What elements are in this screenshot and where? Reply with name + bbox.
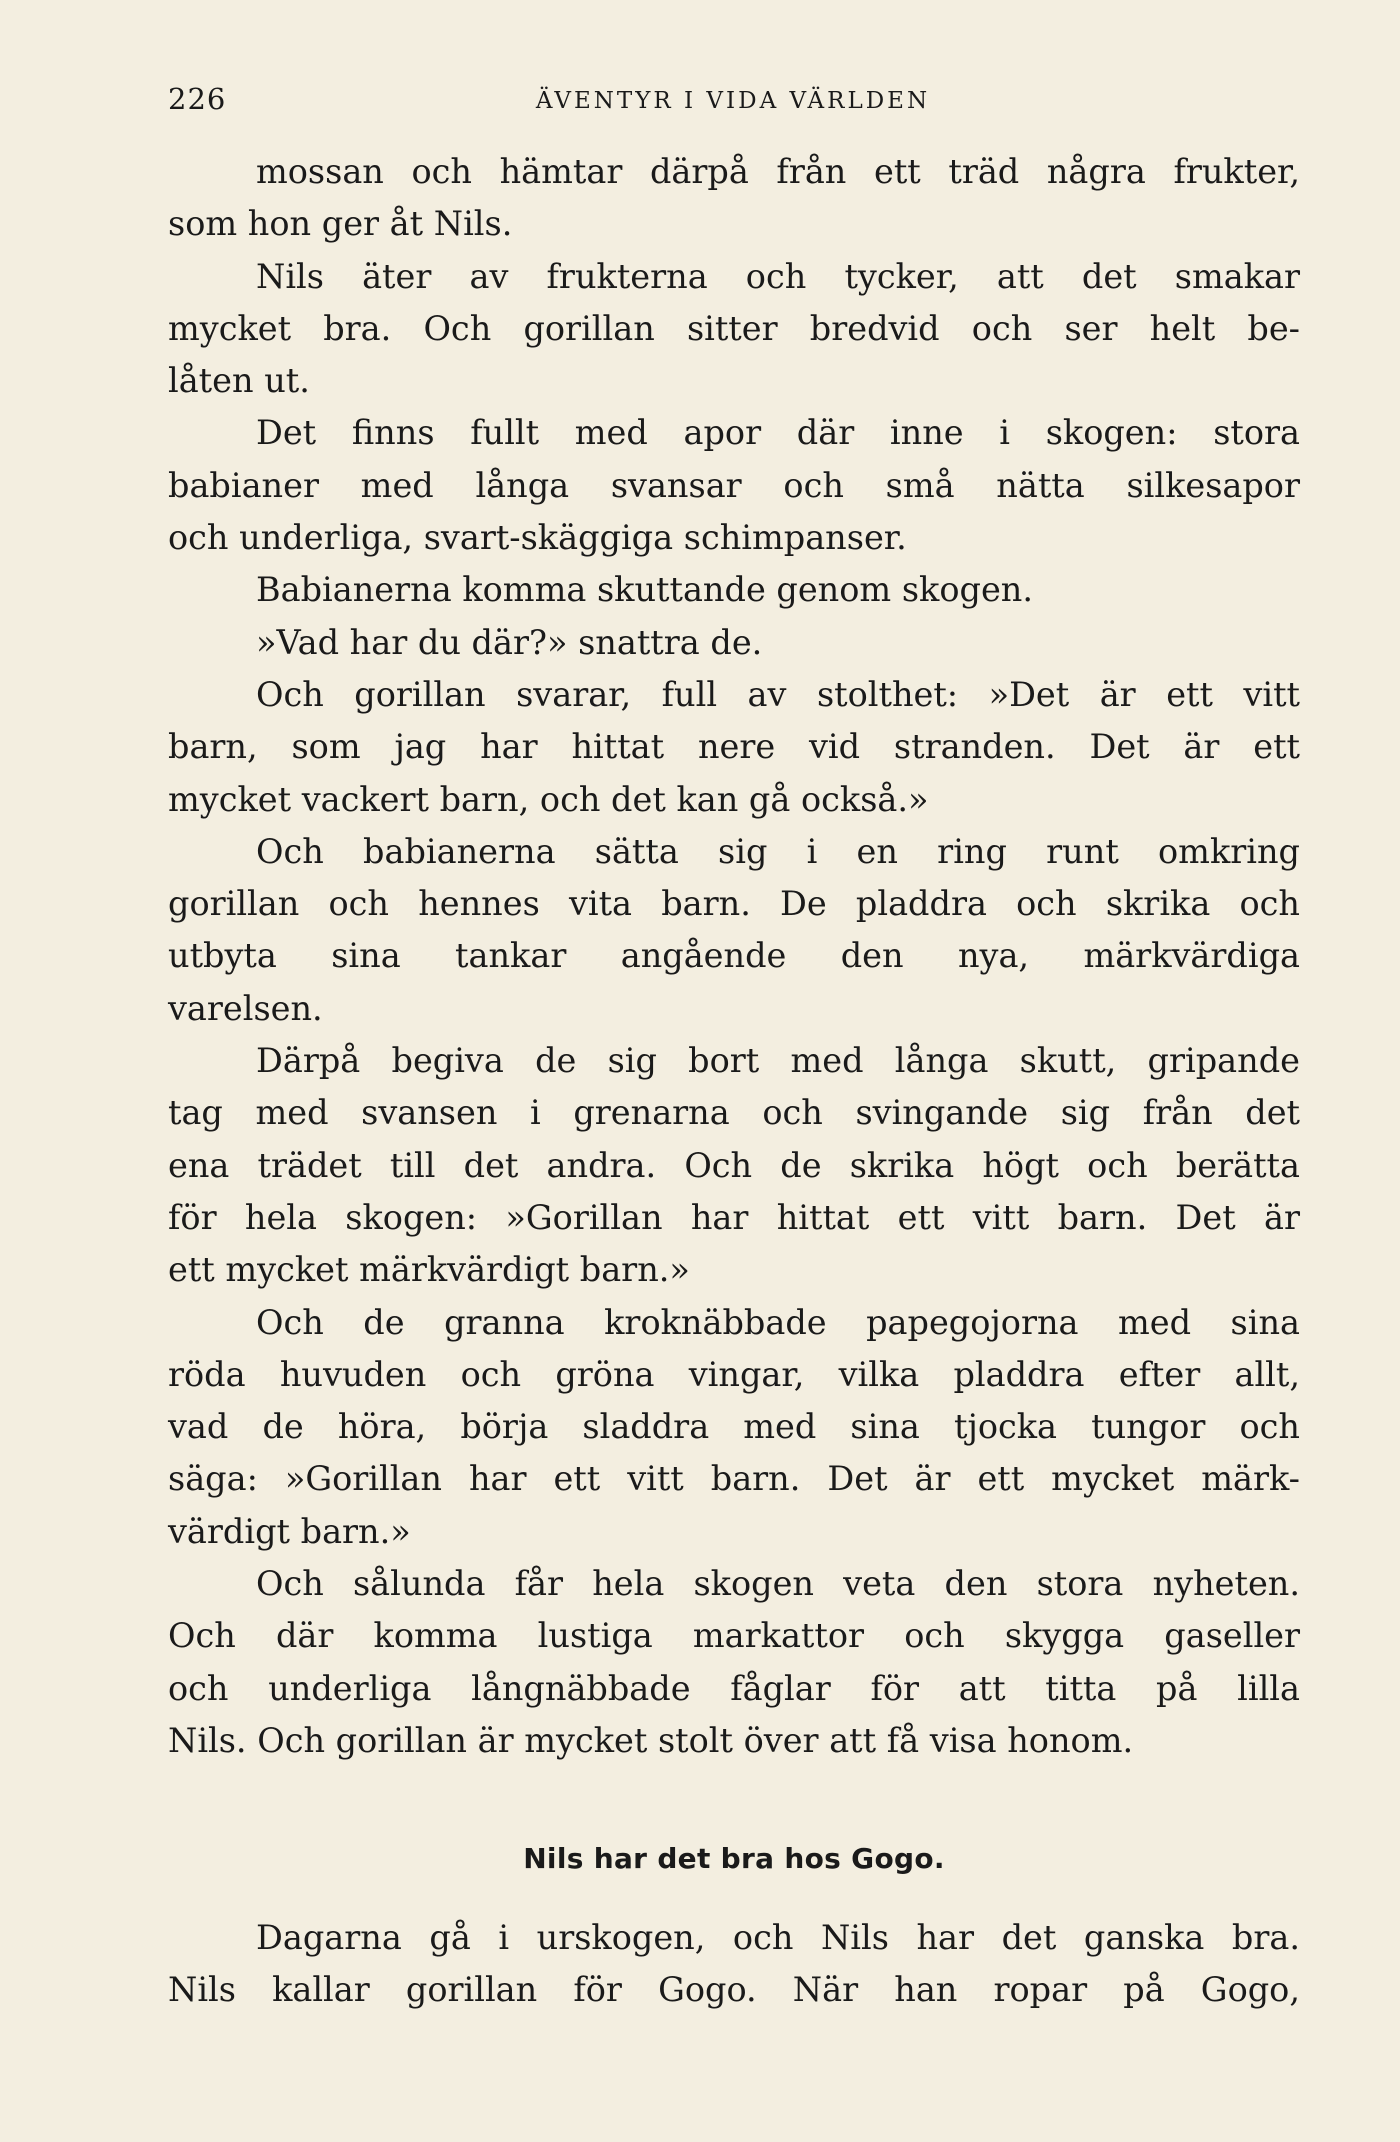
text-line: utbyta sina tankar angående den nya, märkvärdiga [168, 936, 1300, 976]
text-line: vad de höra, börja sladdra med sina tjocka tungor och [168, 1407, 1300, 1447]
text-line: barn, som jag har hittat nere vid stranden. Det är ett [168, 727, 1300, 767]
text-line: röda huvuden och gröna vingar, vilka pladdra efter allt, [168, 1354, 1300, 1394]
text-line: ena trädet till det andra. Och de skrika högt och berätta [168, 1145, 1300, 1185]
text-line: Babianerna komma skuttande genom skogen. [256, 570, 1033, 610]
paragraph [168, 826, 1300, 1035]
text-line: för hela skogen: »Gorillan har hittat ett vitt barn. Det är [168, 1197, 1300, 1237]
text-line: värdigt barn.» [168, 1511, 411, 1551]
text-line: babianer med långa svansar och små nätta silkesapor [168, 465, 1300, 505]
text-line: Och de granna kroknäbbade papegojorna med sina [256, 1302, 1300, 1342]
section-heading: Nils har det bra hos Gogo. [523, 1842, 945, 1875]
text-line: Dagarna gå i urskogen, och Nils har det ganska bra. [256, 1918, 1300, 1957]
running-head: ÄVENTYR I VIDA VÄRLDEN [535, 88, 931, 114]
paragraph [168, 407, 1300, 564]
paragraph [168, 251, 1300, 408]
page-number: 226 [168, 82, 227, 116]
paragraph [168, 564, 1300, 616]
paragraph [168, 1297, 1300, 1558]
text-line: mycket bra. Och gorillan sitter bredvid och ser helt be- [168, 308, 1300, 348]
text-line: mossan och hämtar därpå från ett träd några frukter, [256, 152, 1300, 191]
text-line: låten ut. [168, 361, 310, 401]
text-line: varelsen. [168, 988, 323, 1028]
text-line: Och sålunda får hela skogen veta den stora nyheten. [256, 1564, 1300, 1604]
text-line: Och gorillan svarar, full av stolthet: »Det är ett vitt [256, 674, 1300, 714]
text-line: och underliga långnäbbade fåglar för att titta på lilla [168, 1668, 1300, 1708]
body-text [168, 146, 1300, 1767]
text-line: Nils. Och gorillan är mycket stolt över att få visa honom. [168, 1720, 1134, 1760]
text-line: säga: »Gorillan har ett vitt barn. Det är ett mycket märk- [168, 1459, 1300, 1499]
text-line: Nils kallar gorillan för Gogo. När han ropar på Gogo, [168, 1970, 1300, 2010]
text-line: som hon ger åt Nils. [168, 204, 513, 244]
text-line: tag med svansen i grenarna och svingande sig från det [168, 1093, 1300, 1133]
paragraph [168, 146, 1300, 251]
text-line: ett mycket märkvärdigt barn.» [168, 1250, 690, 1290]
paragraph [168, 1912, 1300, 2017]
section-body-text [168, 1912, 1300, 2017]
text-line: Och babianerna sätta sig i en ring runt omkring [256, 831, 1300, 871]
text-line: »Vad har du där?» snattra de. [256, 622, 763, 662]
paragraph [168, 1558, 1300, 1767]
paragraph [168, 617, 1300, 669]
text-line: Därpå begiva de sig bort med långa skutt, gripande [256, 1041, 1300, 1081]
page-header [168, 82, 1298, 122]
paragraph [168, 669, 1300, 826]
text-line: mycket vackert barn, och det kan gå också.» [168, 779, 929, 819]
text-line: Nils äter av frukterna och tycker, att det smakar [256, 256, 1300, 296]
text-line: Och där komma lustiga markattor och skygga gaseller [168, 1616, 1300, 1656]
text-line: gorillan och hennes vita barn. De pladdra och skrika och [168, 884, 1300, 924]
paragraph [168, 1035, 1300, 1296]
text-line: och underliga, svart-skäggiga schimpanser. [168, 518, 907, 558]
text-line: Det finns fullt med apor där inne i skogen: stora [256, 413, 1300, 453]
